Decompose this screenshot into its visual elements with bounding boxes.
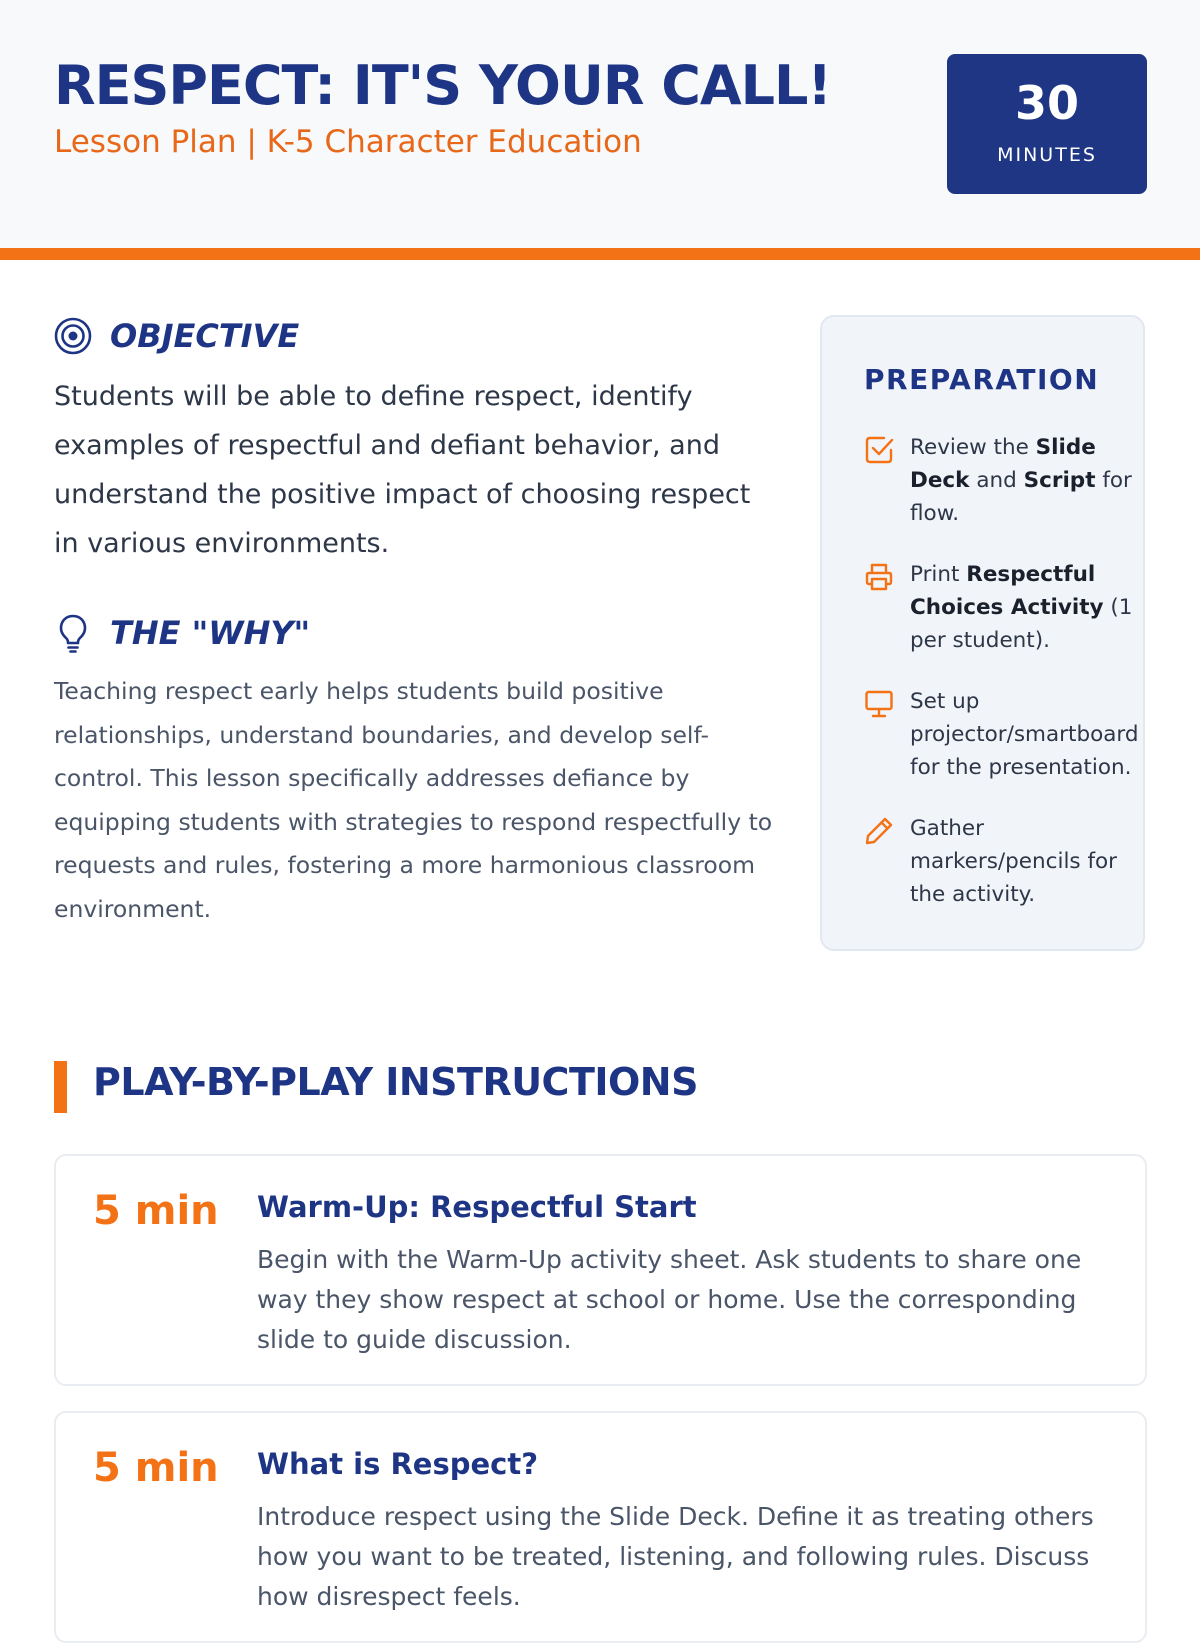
section-accent-bar: [54, 1061, 67, 1113]
step-title: Warm-Up: Respectful Start: [257, 1190, 697, 1224]
step-card: [54, 1154, 1147, 1386]
prep-item-text: Gather markers/pencils for the activity.: [910, 816, 1118, 907]
preparation-title: PREPARATION: [864, 363, 1100, 396]
printer-icon: [864, 562, 894, 596]
monitor-icon: [864, 689, 894, 723]
checkbox-icon: [864, 435, 894, 469]
step-description: Introduce respect using the Slide Deck. Define it as treating others how you want to be treated, listening, and following rules. Discuss how disrespect feels.: [257, 1502, 1094, 1611]
target-icon: [54, 317, 92, 355]
why-heading-text: THE "WHY": [110, 614, 311, 652]
play-by-play-heading: PLAY-BY-PLAY INSTRUCTIONS: [93, 1060, 698, 1104]
prep-item-text: Review the Slide Deck and Script for flow.: [910, 435, 1132, 526]
objective-heading-text: OBJECTIVE: [110, 317, 300, 355]
pencil-icon: [864, 816, 894, 850]
step-title: What is Respect?: [257, 1447, 539, 1481]
step-duration: 5 min: [93, 1188, 219, 1234]
why-text: Teaching respect early helps students build positive relationships, understand boundaries, and develop self-control. This lesson specifically addresses defiance by equipping students with strategies to respond respectfully to requests and rules, fostering a more harmonious classroom environment.: [54, 677, 773, 923]
prep-item-text: Print Respectful Choices Activity (1 per student).: [910, 562, 1133, 653]
duration-badge: [947, 54, 1147, 194]
page-subtitle: Lesson Plan | K-5 Character Education: [54, 124, 642, 160]
page-header: [0, 0, 1200, 248]
lightbulb-icon: [54, 612, 92, 654]
step-duration: 5 min: [93, 1445, 219, 1491]
page-title: RESPECT: IT'S YOUR CALL!: [54, 54, 832, 117]
prep-item-text: Set up projector/smartboard for the presentation.: [910, 689, 1139, 780]
header-divider: [0, 248, 1200, 260]
duration-label: MINUTES: [997, 144, 1097, 166]
why-heading: [54, 612, 310, 654]
objective-text: Students will be able to define respect, identify examples of respectful and defiant behavior, and understand the positive impact of choosing respect in various environments.: [54, 381, 751, 559]
step-card: [54, 1411, 1147, 1643]
step-description: Begin with the Warm-Up activity sheet. Ask students to share one way they show respect at school or home. Use the corresponding slide to guide discussion.: [257, 1245, 1082, 1354]
preparation-card: [820, 315, 1145, 951]
objective-heading: [54, 317, 299, 355]
duration-value: 30: [1014, 76, 1079, 130]
